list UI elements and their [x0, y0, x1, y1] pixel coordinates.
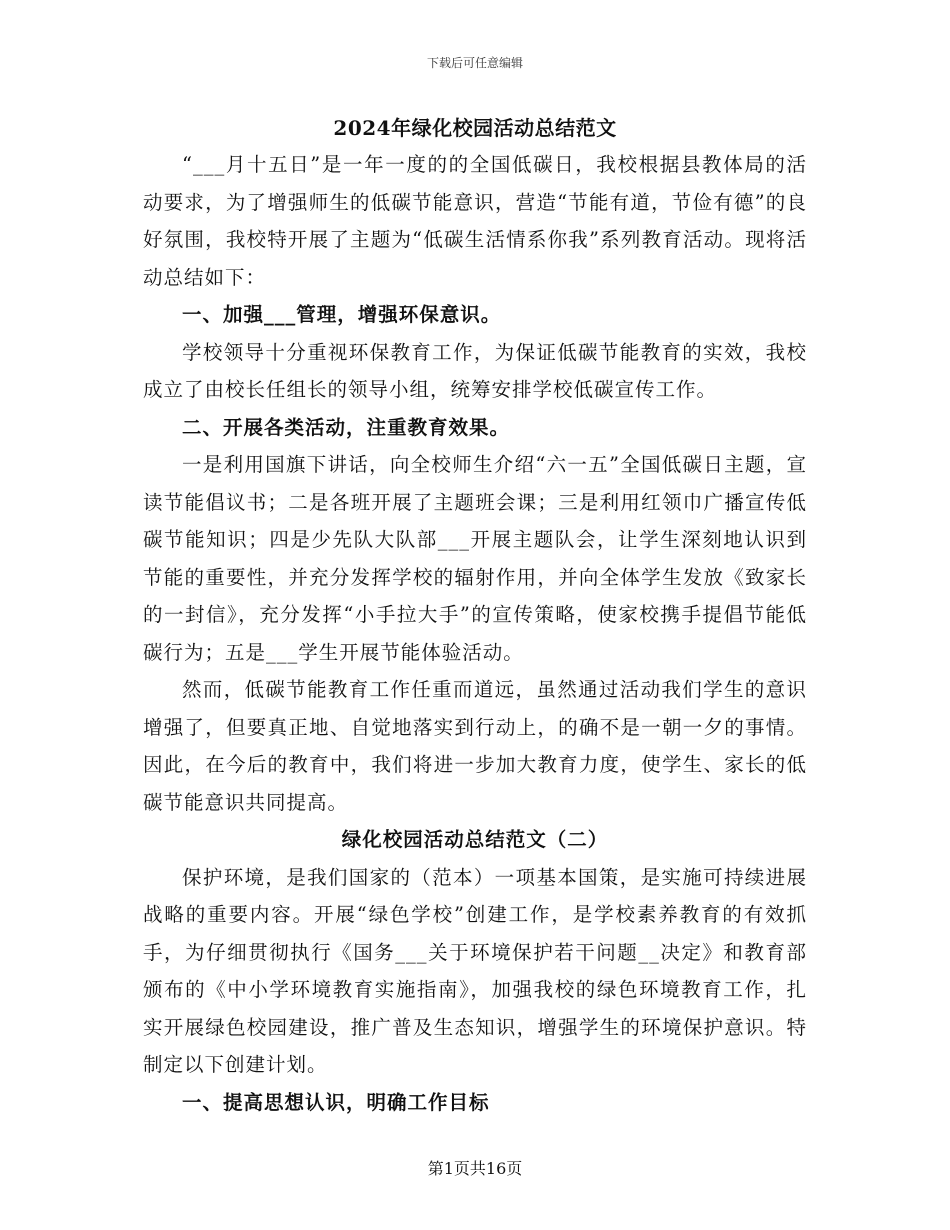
- header-note: 下载后可任意编辑: [426, 56, 523, 70]
- conclusion-paragraph: 然而，低碳节能教育工作任重而道远，虽然通过活动我们学生的意识增强了，但要真正地、自觉地落实到行动上，的确不是一朝一夕的事情。因此，在今后的教育中，我们将进一步加大教育力度，使学生、家长的低碳节能意识共同提高。: [143, 678, 807, 814]
- document-body: [143, 114, 807, 1121]
- section1-paragraph: 学校领导十分重视环保教育工作，为保证低碳节能教育的实效，我校成立了由校长任组长的领导小组，统筹安排学校低碳宣传工作。: [143, 340, 807, 401]
- intro-paragraph: “___月十五日”是一年一度的的全国低碳日，我校根据县教体局的活动要求，为了增强师生的低碳节能意识，营造“节能有道，节俭有德”的良好氛围，我校特开展了主题为“低碳生活情系你我”系列教育活动。现将活动总结如下：: [143, 153, 807, 289]
- section2-paragraph: 一是利用国旗下讲话，向全校师生介绍“六一五”全国低碳日主题，宣读节能倡议书；二是各班开展了主题班会课；三是利用红领巾广播宣传低碳节能知识；四是少先队大队部___开展主题队会，让学生深刻地认识到节能的重要性，并充分发挥学校的辐射作用，并向全体学生发放《致家长的一封信》，充分发挥“小手拉大手”的宣传策略，使家校携手提倡节能低碳行为；五是___学生开展节能体验活动。: [143, 453, 807, 664]
- part2-heading1: 一、提高思想认识，明确工作目标: [182, 1090, 490, 1114]
- document-title: 2024年绿化校园活动总结范文: [333, 116, 617, 140]
- section2-heading: 二、开展各类活动，注重教育效果。: [182, 415, 511, 439]
- section1-heading: 一、加强___管理，增强环保意识。: [182, 303, 502, 326]
- page-number: 第1页共16页: [427, 1159, 523, 1178]
- part2-intro-paragraph: 保护环境，是我们国家的（范本）一项基本国策，是实施可持续进展战略的重要内容。开展“绿色学校”创建工作，是学校素养教育的有效抓手，为仔细贯彻执行《国务___关于环境保护若干问题__决定》和教育部颁布的《中小学环境教育实施指南》，加强我校的绿色环境教育工作，扎实开展绿色校园建设，推广普及生态知识，增强学生的环境保护意识。特制定以下创建计划。: [143, 865, 807, 1076]
- part2-title: 绿化校园活动总结范文（二）: [341, 828, 609, 851]
